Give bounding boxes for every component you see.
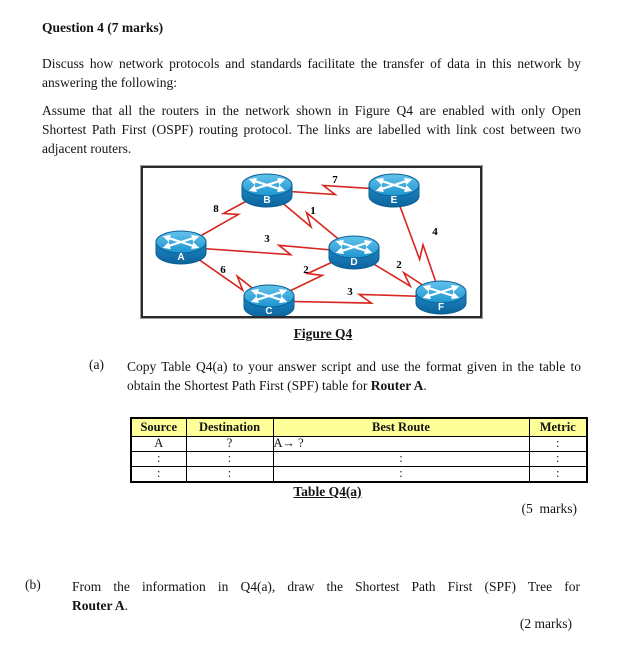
cell-source: A xyxy=(131,437,186,452)
spf-table xyxy=(130,417,588,483)
link-C-F xyxy=(269,294,441,303)
link-A-D xyxy=(181,245,354,254)
link-cost-E-F: 4 xyxy=(432,226,438,238)
table-row xyxy=(131,452,587,467)
text-line: Discuss how network protocols and standards facilitate the transfer of data in this network by xyxy=(42,56,581,71)
text-line: Assume that all the routers in the network shown in Figure Q4 are enabled with only Open xyxy=(42,103,581,118)
router-D-label: D xyxy=(350,257,358,268)
cell-best-route: A→ ? xyxy=(273,437,529,452)
router-E-icon xyxy=(369,174,419,207)
col-header-best-route: Best Route xyxy=(273,418,529,437)
part-b-marks: (2 marks) xyxy=(519,616,572,631)
question-title: Question 4 (7 marks) xyxy=(42,20,164,35)
link-cost-C-F: 3 xyxy=(347,286,353,298)
network-figure xyxy=(141,166,482,318)
cell-destination: ? xyxy=(186,437,273,452)
text-run: . xyxy=(423,378,427,393)
router-A-icon xyxy=(156,231,206,264)
part-b-label: (b) xyxy=(25,577,41,592)
link-cost-A-B: 8 xyxy=(213,203,219,215)
table-row xyxy=(131,467,587,483)
figure-caption: Figure Q4 xyxy=(293,326,353,341)
router-C-label: C xyxy=(265,306,273,316)
network-figure-svg xyxy=(143,168,480,316)
text-line: adjacent routers. xyxy=(42,141,132,156)
text-line: Shortest Path First (OSPF) routing protocol. The links are labelled with link cost between two xyxy=(42,122,581,137)
cell-destination: : xyxy=(186,467,273,483)
text-line xyxy=(72,596,580,615)
router-B-label: B xyxy=(263,195,271,206)
cell-metric: : xyxy=(529,467,587,483)
router-B-icon xyxy=(242,174,292,207)
router-a-bold: Router A xyxy=(370,378,424,393)
intro-paragraph-2 xyxy=(42,101,581,158)
part-a-label: (a) xyxy=(89,357,104,372)
table-caption: Table Q4(a) xyxy=(293,484,362,499)
cell-best-route: : xyxy=(273,452,529,467)
router-D-icon xyxy=(329,236,379,269)
cell-source: : xyxy=(131,452,186,467)
router-A-label: A xyxy=(177,252,185,263)
col-header-metric: Metric xyxy=(529,418,587,437)
cell-metric: : xyxy=(529,437,587,452)
router-F-icon xyxy=(416,281,466,314)
link-cost-A-C: 6 xyxy=(220,264,226,276)
text-run: . xyxy=(124,598,128,613)
text-run: obtain the Shortest Path First (SPF) table for xyxy=(127,378,371,393)
cell-destination: : xyxy=(186,452,273,467)
text-line: Copy Table Q4(a) to your answer script and use the format given in the table to xyxy=(127,359,581,374)
part-a-marks: (5 marks) xyxy=(521,501,577,516)
link-cost-B-E: 7 xyxy=(332,174,338,186)
part-b-text xyxy=(72,577,580,615)
router-F-label: F xyxy=(437,302,445,313)
part-a-text xyxy=(127,357,581,395)
link-cost-B-D: 1 xyxy=(310,205,316,217)
table-row xyxy=(131,437,587,452)
text-line xyxy=(127,376,581,395)
table-header-row xyxy=(131,418,587,437)
link-cost-C-D: 2 xyxy=(303,264,309,276)
link-cost-D-F: 2 xyxy=(396,259,402,271)
router-a-bold: Router A xyxy=(72,598,125,613)
col-header-destination: Destination xyxy=(186,418,273,437)
router-C-icon xyxy=(244,285,294,316)
cell-metric: : xyxy=(529,452,587,467)
intro-paragraph-1 xyxy=(42,54,581,92)
cell-source: : xyxy=(131,467,186,483)
text-line: answering the following: xyxy=(42,75,177,90)
router-E-label: E xyxy=(390,195,398,206)
link-cost-A-D: 3 xyxy=(264,233,270,245)
text-line: From the information in Q4(a), draw the Shortest Path First (SPF) Tree for xyxy=(72,579,580,594)
col-header-source: Source xyxy=(131,418,186,437)
cell-best-route: : xyxy=(273,467,529,483)
